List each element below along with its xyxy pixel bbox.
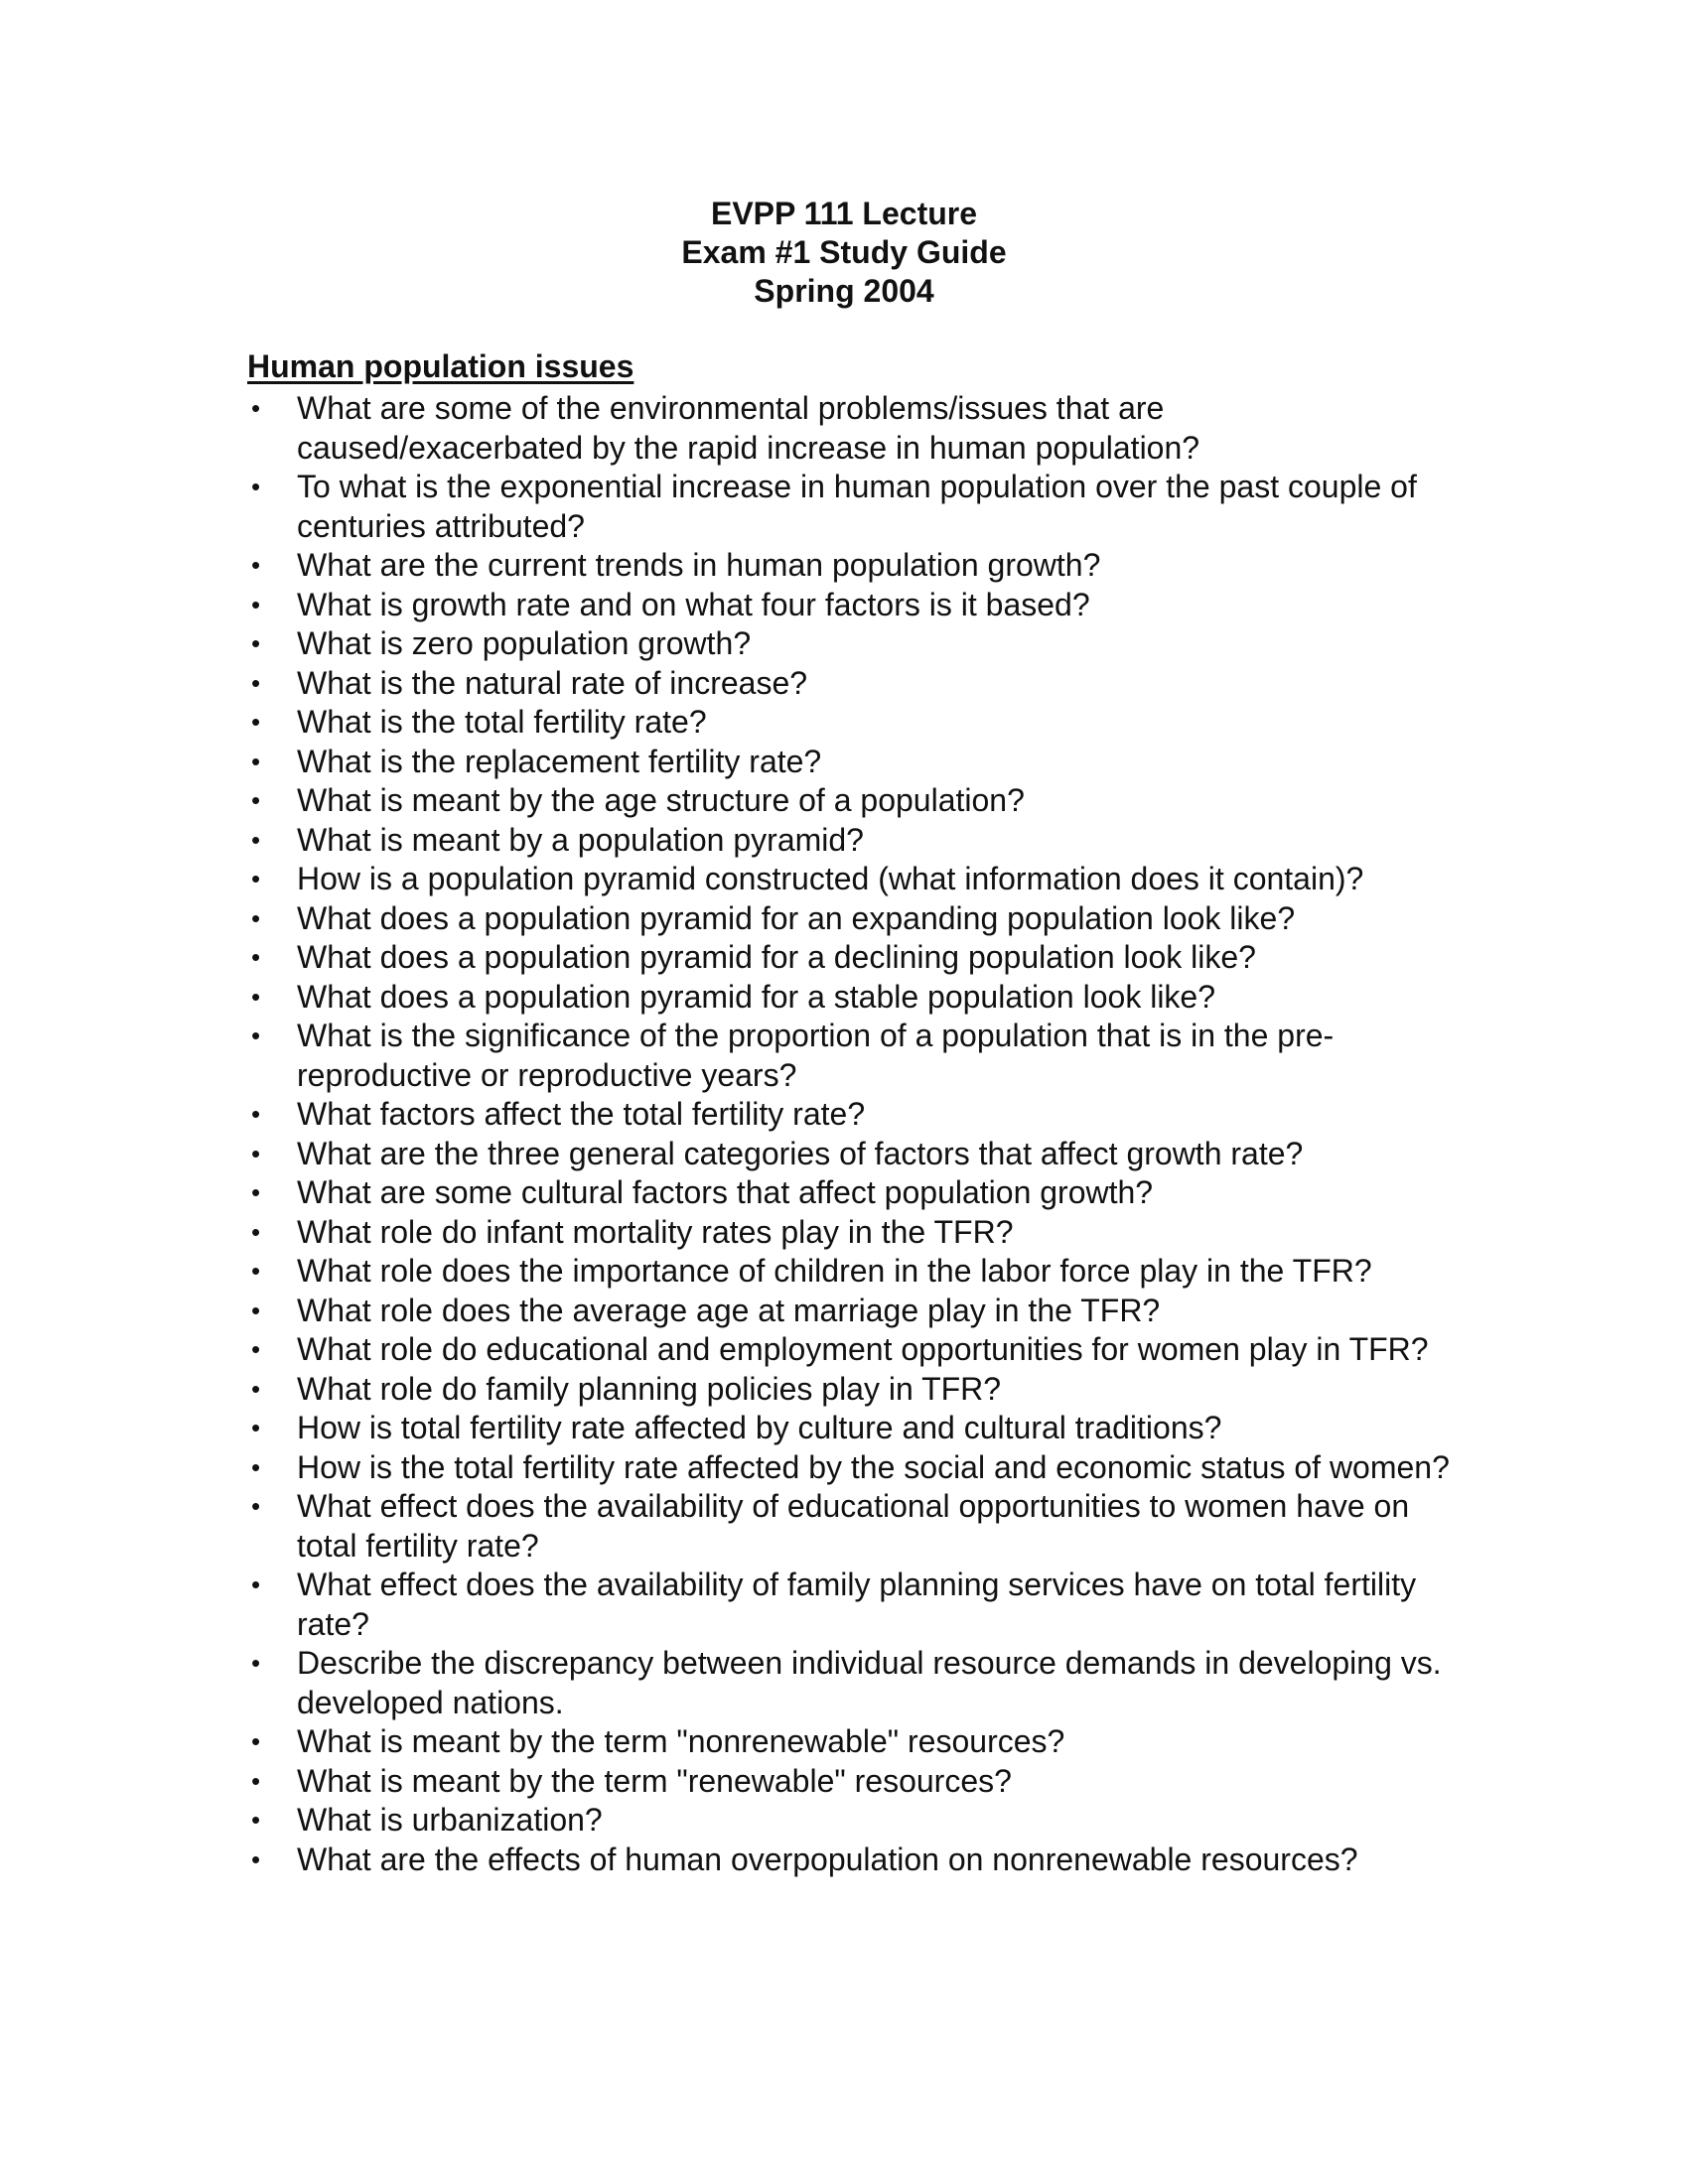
bullet-icon: • <box>251 1451 261 1482</box>
question-text: What does a population pyramid for an expanding population look like? <box>297 899 1296 936</box>
question-text: What factors affect the total fertility rate? <box>297 1096 866 1132</box>
bullet-icon: • <box>251 824 261 855</box>
title-term: Spring 2004 <box>754 273 934 309</box>
question-text: How is the total fertility rate affected by the social and economic status of women? <box>297 1448 1450 1485</box>
document-title <box>0 195 1688 311</box>
question-item <box>247 860 1459 899</box>
question-text: What role do infant mortality rates play in the TFR? <box>297 1213 1014 1250</box>
question-text: What is meant by the term "renewable" resources? <box>297 1762 1012 1799</box>
bullet-icon: • <box>251 746 261 776</box>
question-text: What does a population pyramid for a declining population look like? <box>297 939 1256 975</box>
bullet-icon: • <box>251 1805 261 1835</box>
question-text: What are the effects of human overpopulation on nonrenewable resources? <box>297 1841 1358 1877</box>
question-item <box>247 546 1459 586</box>
question-item <box>247 938 1459 978</box>
bullet-icon: • <box>251 1648 261 1678</box>
question-item <box>247 703 1459 743</box>
bullet-icon: • <box>251 1256 261 1286</box>
question-item <box>247 586 1459 625</box>
question-text: What role does the average age at marriage play in the TFR? <box>297 1292 1161 1328</box>
question-item <box>247 1292 1459 1331</box>
bullet-icon: • <box>251 1021 261 1050</box>
question-item <box>247 1409 1459 1448</box>
bullet-icon: • <box>251 393 261 423</box>
bullet-icon: • <box>251 864 261 893</box>
question-text: What is zero population growth? <box>297 625 752 661</box>
bullet-icon: • <box>251 785 261 815</box>
question-text: What are the current trends in human population growth? <box>297 547 1101 583</box>
bullet-icon: • <box>251 1491 261 1521</box>
question-item <box>247 389 1459 468</box>
question-text: How is a population pyramid constructed (what information does it contain)? <box>297 861 1364 896</box>
question-item <box>247 1644 1459 1722</box>
bullet-icon: • <box>251 589 261 619</box>
bullet-icon: • <box>251 981 261 1012</box>
question-item <box>247 1487 1459 1566</box>
title-course: EVPP 111 Lecture <box>710 196 978 231</box>
question-text: To what is the exponential increase in human population over the past couple of centuries attributed? <box>297 469 1417 544</box>
question-text: Describe the discrepancy between individual resource demands in developing vs. developed nations. <box>297 1645 1442 1720</box>
question-text: What is the significance of the proportion of a population that is in the pre-reproductive or reproductive years? <box>297 1018 1335 1093</box>
question-text: What are the three general categories of factors that affect growth rate? <box>297 1135 1304 1171</box>
question-item <box>247 1370 1459 1410</box>
question-text: What are some cultural factors that affect population growth? <box>297 1174 1154 1210</box>
question-item <box>247 781 1459 821</box>
question-item <box>247 1135 1459 1174</box>
question-item <box>247 624 1459 664</box>
bullet-icon: • <box>251 707 261 737</box>
bullet-icon: • <box>251 1843 261 1874</box>
bullet-icon: • <box>251 1765 261 1796</box>
question-text: What is growth rate and on what four factors is it based? <box>297 586 1090 622</box>
question-text: How is total fertility rate affected by culture and cultural traditions? <box>297 1410 1222 1445</box>
question-item <box>247 1252 1459 1292</box>
question-item <box>247 1722 1459 1762</box>
question-item <box>247 1841 1459 1880</box>
question-text: What does a population pyramid for a stable population look like? <box>297 978 1216 1015</box>
question-item <box>247 1017 1459 1095</box>
question-text: What is the natural rate of increase? <box>297 664 808 701</box>
question-item <box>247 1801 1459 1841</box>
question-item <box>247 1762 1459 1802</box>
bullet-icon: • <box>251 667 261 698</box>
bullet-icon: • <box>251 1373 261 1404</box>
question-text: What effect does the availability of educational opportunities to women have on total fertility rate? <box>297 1488 1410 1564</box>
question-item <box>247 743 1459 782</box>
bullet-icon: • <box>251 1334 261 1364</box>
bullet-icon: • <box>251 472 261 501</box>
bullet-icon: • <box>251 902 261 933</box>
question-item <box>247 821 1459 861</box>
question-text: What effect does the availability of family planning services have on total fertility rate? <box>297 1567 1417 1642</box>
bullet-icon: • <box>251 628 261 658</box>
bullet-icon: • <box>251 942 261 972</box>
bullet-icon: • <box>251 1216 261 1247</box>
question-item <box>247 1566 1459 1644</box>
bullet-icon: • <box>251 1177 261 1207</box>
bullet-icon: • <box>251 1099 261 1129</box>
question-item <box>247 1213 1459 1253</box>
question-text: What is the replacement fertility rate? <box>297 743 822 779</box>
title-exam: Exam #1 Study Guide <box>681 234 1007 270</box>
question-item <box>247 978 1459 1018</box>
question-item <box>247 664 1459 704</box>
question-text: What is meant by the age structure of a population? <box>297 782 1025 818</box>
bullet-icon: • <box>251 1295 261 1325</box>
question-item <box>247 899 1459 939</box>
bullet-icon: • <box>251 550 261 580</box>
bullet-icon: • <box>251 1726 261 1756</box>
question-item <box>247 1448 1459 1488</box>
question-item <box>247 1173 1459 1213</box>
bullet-icon: • <box>251 1138 261 1168</box>
question-item <box>247 1330 1459 1370</box>
question-text: What is meant by a population pyramid? <box>297 821 864 858</box>
question-text: What is urbanization? <box>297 1802 603 1838</box>
bullet-icon: • <box>251 1413 261 1442</box>
question-text: What role does the importance of children in the labor force play in the TFR? <box>297 1253 1372 1289</box>
bullet-icon: • <box>251 1570 261 1599</box>
question-item <box>247 468 1459 546</box>
question-item <box>247 1095 1459 1135</box>
section-heading: Human population issues <box>247 348 634 384</box>
question-text: What are some of the environmental problems/issues that are caused/exacerbated by the rapid increase in human population? <box>297 390 1200 466</box>
question-text: What role do family planning policies play in TFR? <box>297 1370 1002 1407</box>
question-text: What role do educational and employment opportunities for women play in TFR? <box>297 1331 1429 1367</box>
question-text: What is meant by the term "nonrenewable" resources? <box>297 1723 1065 1759</box>
question-list <box>247 389 1459 1879</box>
question-text: What is the total fertility rate? <box>297 704 707 740</box>
